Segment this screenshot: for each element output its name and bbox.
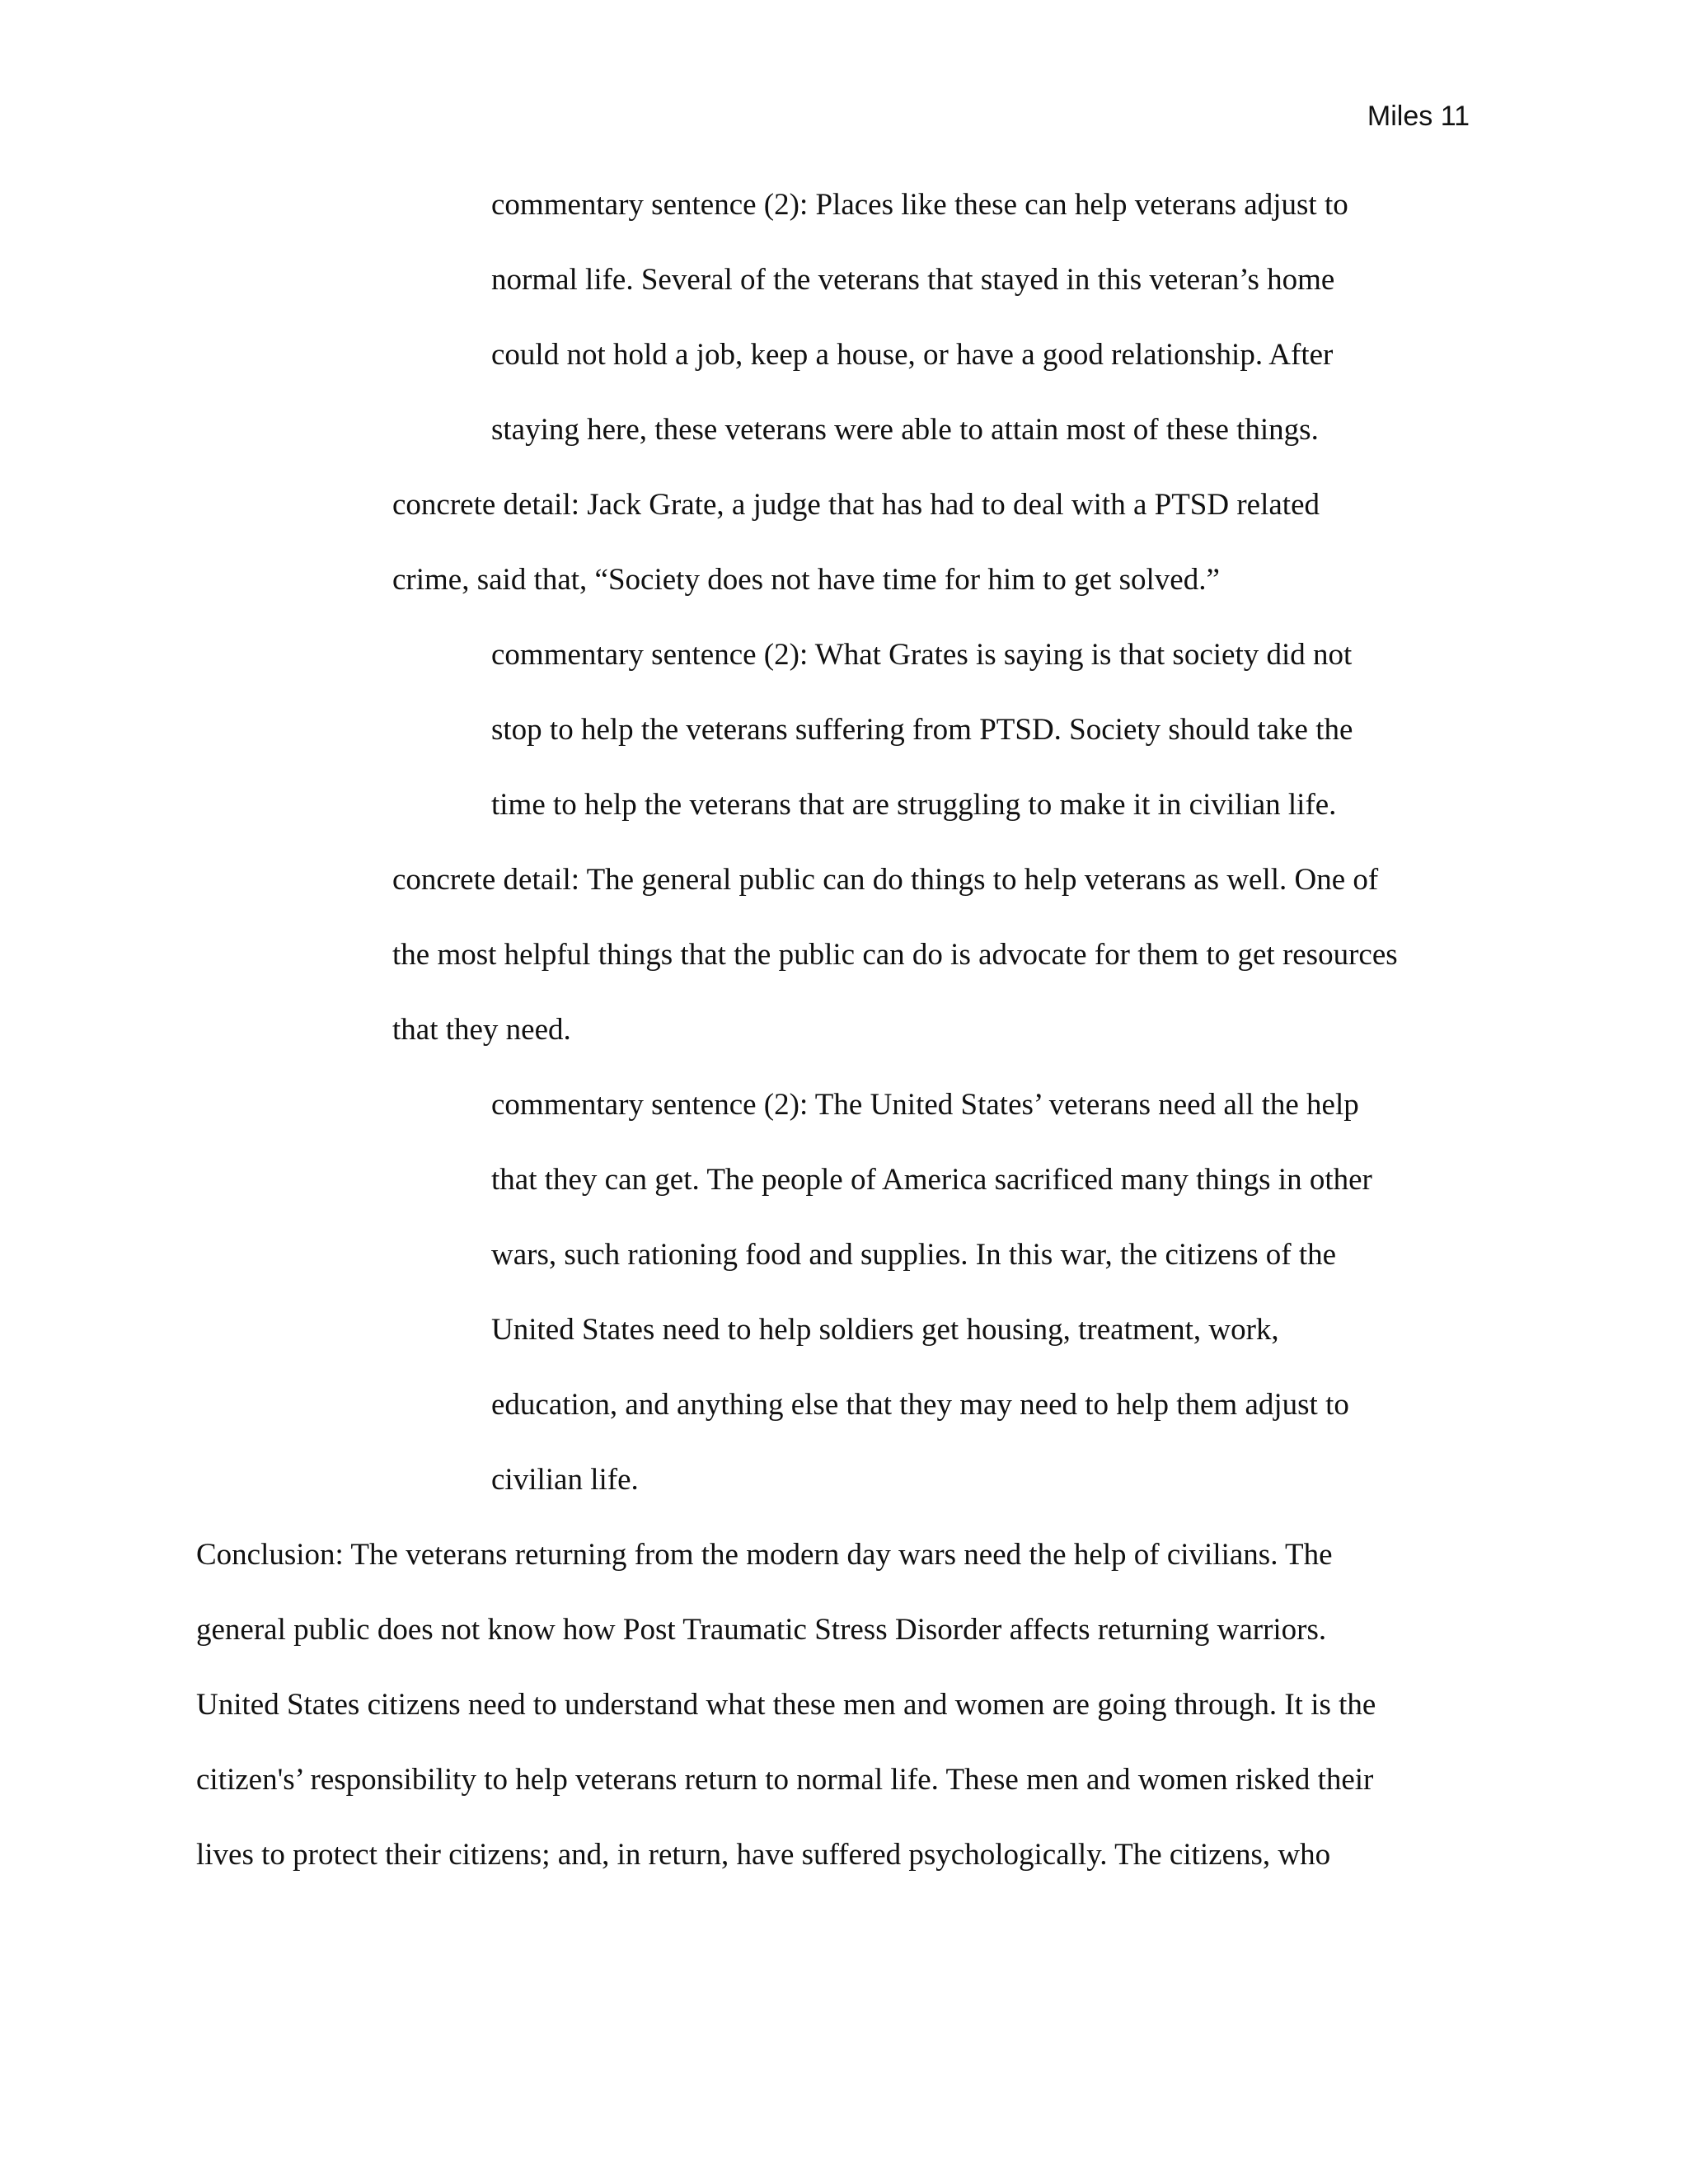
text-line: staying here, these veterans were able to attain most of these things.	[491, 413, 1319, 447]
text-line: time to help the veterans that are struggling to make it in civilian life.	[491, 788, 1337, 822]
text-line: concrete detail: Jack Grate, a judge that has had to deal with a PTSD related	[392, 488, 1320, 522]
text-line: that they need.	[392, 1013, 571, 1047]
running-head: Miles 11	[1367, 101, 1470, 132]
text-line: education, and anything else that they may need to help them adjust to	[491, 1388, 1349, 1422]
text-line: general public does not know how Post Traumatic Stress Disorder affects returning warriors.	[196, 1613, 1327, 1647]
text-line: wars, such rationing food and supplies. In this war, the citizens of the	[491, 1238, 1337, 1272]
text-line: commentary sentence (2): Places like these can help veterans adjust to	[491, 188, 1348, 222]
text-line: civilian life.	[491, 1463, 639, 1497]
text-line: Conclusion: The veterans returning from the modern day wars need the help of civilians. The	[196, 1538, 1333, 1572]
text-line: crime, said that, “Society does not have time for him to get solved.”	[392, 563, 1220, 597]
text-line: the most helpful things that the public can do is advocate for them to get resources	[392, 938, 1398, 972]
text-line: that they can get. The people of America sacrificed many things in other	[491, 1163, 1372, 1197]
text-line: citizen's’ responsibility to help veterans return to normal life. These men and women risked their	[196, 1763, 1374, 1797]
text-line: United States citizens need to understand what these men and women are going through. It is the	[196, 1688, 1376, 1722]
text-line: could not hold a job, keep a house, or have a good relationship. After	[491, 338, 1334, 372]
text-line: commentary sentence (2): What Grates is saying is that society did not	[491, 638, 1353, 672]
text-line: United States need to help soldiers get housing, treatment, work,	[491, 1313, 1279, 1347]
text-line: concrete detail: The general public can do things to help veterans as well. One of	[392, 863, 1379, 897]
text-line: normal life. Several of the veterans that stayed in this veteran’s home	[491, 263, 1335, 297]
text-line: commentary sentence (2): The United States’ veterans need all the help	[491, 1088, 1359, 1122]
text-line: lives to protect their citizens; and, in return, have suffered psychologically. The citizens, who	[196, 1838, 1331, 1872]
text-line: stop to help the veterans suffering from PTSD. Society should take the	[491, 713, 1353, 747]
